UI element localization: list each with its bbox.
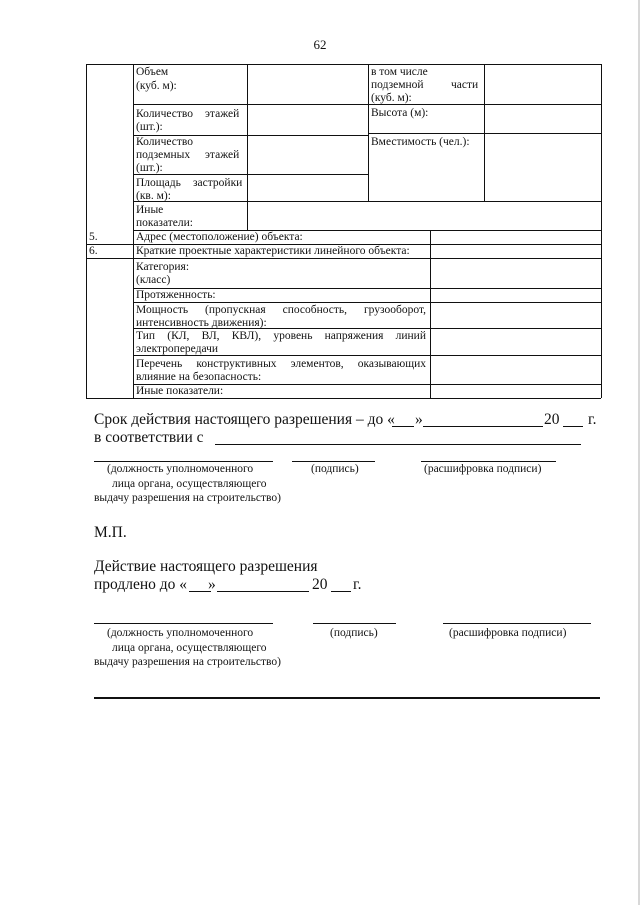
validity-year-prefix: 20 (544, 411, 560, 428)
extension-year-suffix: г. (353, 576, 362, 593)
type-label-2: электропередачи (136, 343, 219, 355)
power-label: Мощность (пропускная способность, грузооборот, (136, 304, 426, 316)
validity-line2: в соответствии с (94, 429, 204, 446)
extension-quote-close: » (208, 576, 216, 593)
row6-label: Краткие проектные характеристики линейного объекта: (136, 245, 410, 257)
extension-year-blank (331, 590, 351, 592)
underground-floors-line2b: этажей (205, 149, 240, 161)
capacity-label: Вместимость (чел.): (371, 136, 470, 148)
area-unit: (кв. м): (136, 190, 171, 202)
sig2-decryption-line (443, 622, 591, 624)
sig1-position-text-2: лица органа, осуществляющего (112, 478, 267, 490)
sig2-position-text-3: выдачу разрешения на строительство) (94, 656, 281, 668)
floors-label-a: Количество (136, 108, 193, 120)
floors-label-b: этажей (205, 108, 240, 120)
sig1-signature-text: (подпись) (311, 463, 359, 475)
sig2-signature-line (313, 622, 396, 624)
underground-volume-line1: в том числе (371, 66, 428, 78)
sig1-decryption-text: (расшифровка подписи) (424, 463, 542, 475)
volume-label: Объем (136, 66, 169, 78)
area-label-b: застройки (193, 177, 243, 189)
elements-label: Перечень конструктивных элементов, оказывающих (136, 358, 426, 370)
extension-year-prefix: 20 (312, 576, 328, 593)
sig1-position-text-1: (должность уполномоченного (107, 463, 254, 475)
sig2-decryption-text: (расшифровка подписи) (449, 627, 567, 639)
sig2-position-text-1: (должность уполномоченного (107, 627, 254, 639)
validity-basis-blank (215, 443, 581, 445)
length-label: Протяженность: (136, 289, 216, 301)
stamp-label: М.П. (94, 524, 127, 541)
sig2-signature-text: (подпись) (330, 627, 378, 639)
height-label: Высота (м): (371, 107, 429, 119)
validity-prefix: Срок действия настоящего разрешения – до « (94, 411, 395, 428)
validity-year-blank (563, 425, 583, 427)
validity-month-blank (423, 425, 543, 427)
sig1-position-text-3: выдачу разрешения на строительство) (94, 492, 281, 504)
volume-unit: (куб. м): (136, 80, 177, 92)
type-label: Тип (КЛ, ВЛ, КВЛ), уровень напряжения линий (136, 330, 426, 342)
floors-unit: (шт.): (136, 121, 163, 133)
underground-volume-line2b: части (451, 79, 479, 91)
bottom-rule (94, 697, 600, 699)
area-label-a: Площадь (136, 177, 181, 189)
underground-volume-line3: (куб. м): (371, 92, 412, 104)
row5-number: 5. (89, 231, 98, 243)
extension-month-blank (217, 590, 309, 592)
characteristics-table (0, 0, 640, 400)
sig2-position-text-2: лица органа, осуществляющего (112, 642, 267, 654)
page-number: 62 (313, 37, 327, 52)
underground-floors-unit: (шт.): (136, 162, 163, 174)
validity-quote-close: » (415, 411, 423, 428)
power-label-2: интенсивность движения): (136, 317, 267, 329)
row6-number: 6. (89, 245, 98, 257)
elements-label-2: влияние на безопасность: (136, 371, 262, 383)
category-class: (класс) (136, 274, 171, 286)
other-label-2: показатели: (136, 217, 193, 229)
underground-floors-line2a: подземных (136, 149, 191, 161)
other-indicators-label: Иные показатели: (136, 385, 224, 397)
other-label: Иные (136, 204, 164, 216)
category-label: Категория: (136, 261, 190, 273)
validity-day-blank (392, 425, 414, 427)
underground-volume-line2a: подземной (371, 79, 424, 91)
validity-year-suffix: г. (588, 411, 597, 428)
underground-floors-line1: Количество (136, 136, 193, 148)
sig2-position-line (94, 622, 273, 624)
extension-line2-prefix: продлено до « (94, 576, 188, 593)
row5-label: Адрес (местоположение) объекта: (136, 231, 303, 243)
extension-line1: Действие настоящего разрешения (94, 558, 318, 575)
validity-line1 (94, 411, 395, 429)
